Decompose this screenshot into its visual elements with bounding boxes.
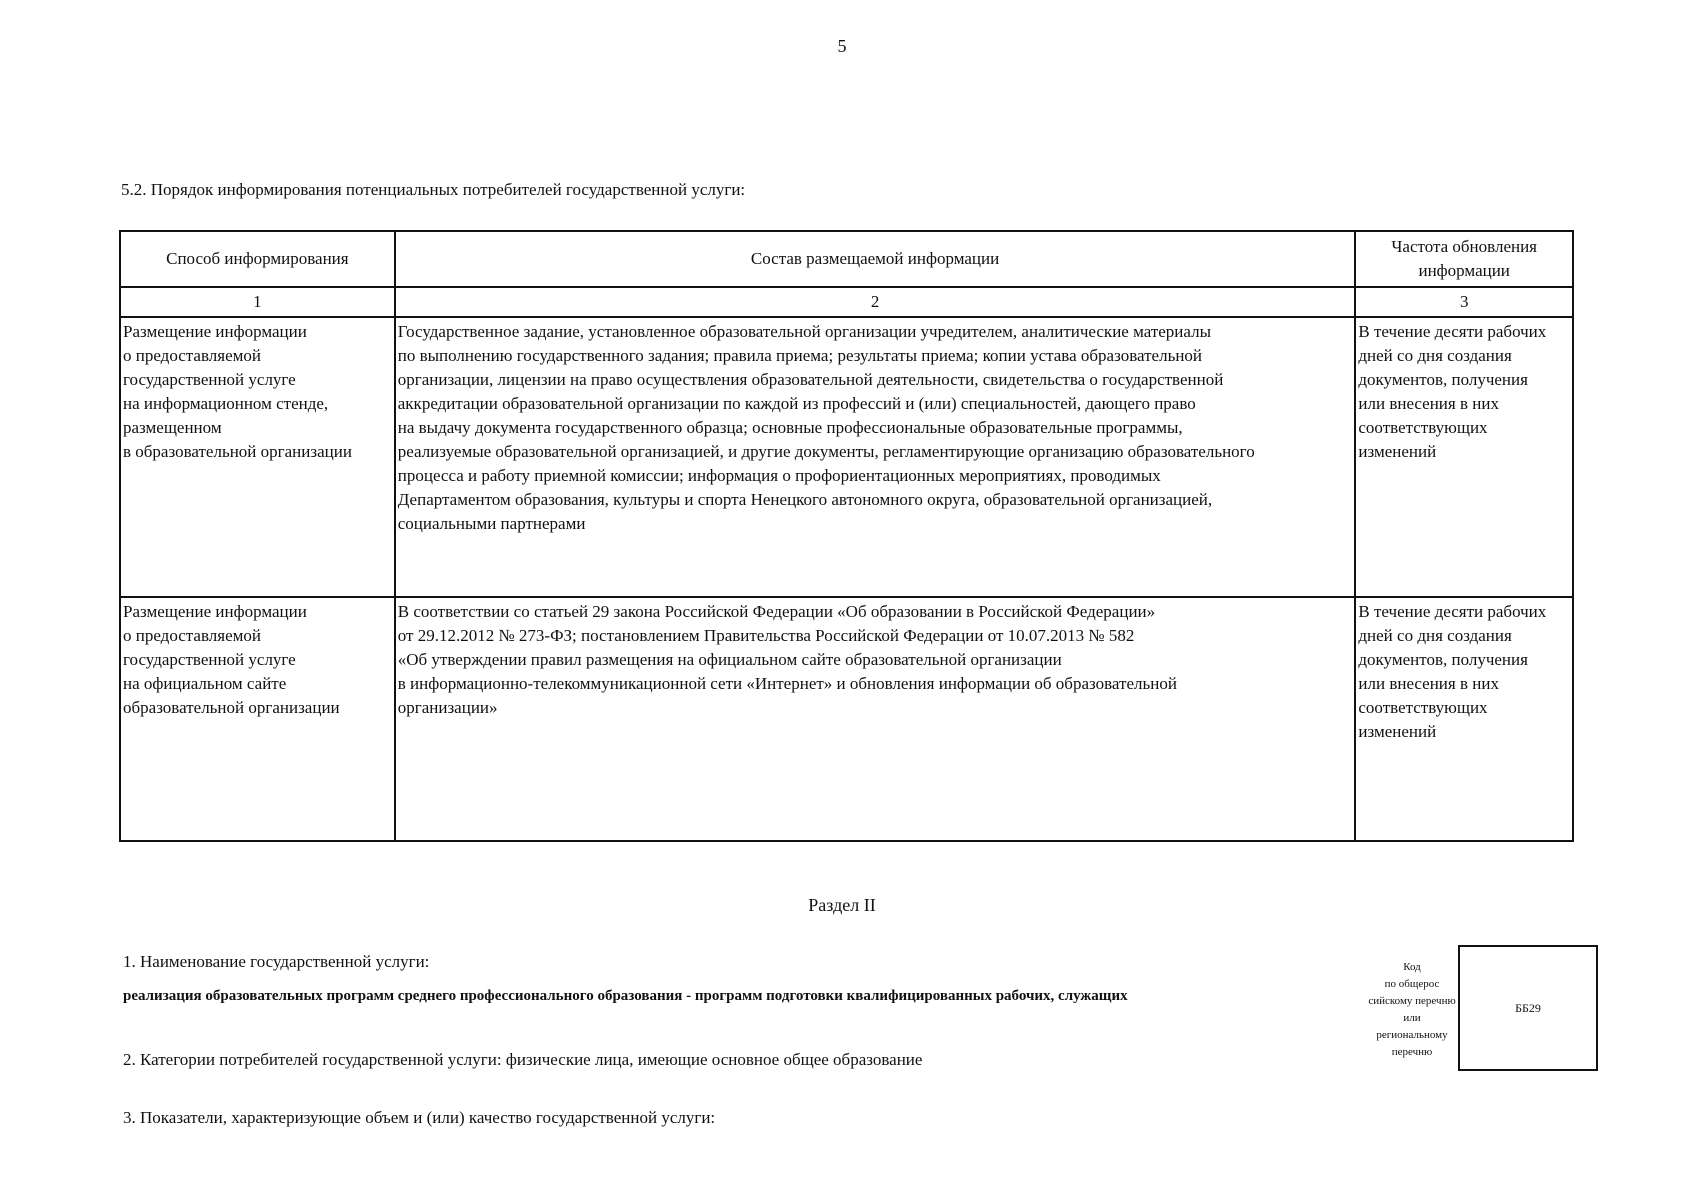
text-line: процесса и работу приемной комиссии; информация о профориентационных мероприятиях, проводимых — [397, 466, 1161, 485]
text-line: или внесения в них — [1358, 674, 1499, 693]
text-line: соответствующих — [1358, 698, 1488, 717]
table-row — [120, 597, 1573, 841]
column-number-row — [120, 287, 1573, 317]
text-line: В соответствии со статьей 29 закона Российской Федерации «Об образовании в Российской Федерации» — [397, 602, 1156, 621]
text-line: по общерос — [1384, 978, 1440, 990]
item-2-label: 2. Категории потребителей государственной услуги: физические лица, имеющие основное общее образование — [123, 1050, 923, 1069]
method-cell — [120, 317, 395, 597]
column-number: 3 — [1355, 287, 1573, 317]
column-number: 1 — [120, 287, 395, 317]
text-line: размещенном — [123, 418, 222, 437]
text-line: документов, получения — [1358, 650, 1528, 669]
header-method: Способ информирования — [120, 231, 395, 287]
text-line: образовательной организации — [123, 698, 340, 717]
text-line: документов, получения — [1358, 370, 1528, 389]
text-line: о предоставляемой — [123, 626, 261, 645]
header-content: Состав размещаемой информации — [395, 231, 1356, 287]
text-line: соответствующих — [1358, 418, 1488, 437]
page-number: 5 — [837, 36, 847, 56]
item-1-label: 1. Наименование государственной услуги: — [123, 952, 430, 971]
text-line: Размещение информации — [123, 322, 307, 341]
text-line: на информационном стенде, — [123, 394, 329, 413]
text-line: или внесения в них — [1358, 394, 1499, 413]
text-line: государственной услуге — [123, 370, 296, 389]
text-line: В течение десяти рабочих — [1358, 322, 1547, 341]
text-line: Департаментом образования, культуры и спорта Ненецкого автономного округа, образовательной организацией, — [397, 490, 1213, 509]
text-line: В течение десяти рабочих — [1358, 602, 1547, 621]
text-line: в информационно-телекоммуникационной сети «Интернет» и обновления информации об образовательной — [397, 674, 1177, 693]
text-line: социальными партнерами — [397, 514, 586, 533]
item-3-label: 3. Показатели, характеризующие объем и (или) качество государственной услуги: — [123, 1108, 716, 1127]
table-row — [120, 317, 1573, 597]
content-cell — [395, 317, 1356, 597]
text-line: изменений — [1358, 722, 1437, 741]
text-line: Государственное задание, установленное образовательной организации учредителем, аналитические материалы — [397, 322, 1212, 341]
text-line: по выполнению государственного задания; правила приема; результаты приема; копии устава образовательной — [397, 346, 1203, 365]
method-cell — [120, 597, 395, 841]
text-line: реализуемые образовательной организацией, и другие документы, регламентирующие организацию образовательного — [397, 442, 1255, 461]
text-line: в образовательной организации — [123, 442, 352, 461]
text-line: организации, лицензии на право осуществления образовательной деятельности, свидетельства о государственной — [397, 370, 1224, 389]
text-line: от 29.12.2012 № 273-ФЗ; постановлением Правительства Российской Федерации от 10.07.2013 № 582 — [397, 626, 1135, 645]
frequency-cell — [1355, 317, 1573, 597]
section-heading: 5.2. Порядок информирования потенциальных потребителей государственной услуги: — [121, 180, 746, 199]
text-line: о предоставляемой — [123, 346, 261, 365]
frequency-cell — [1355, 597, 1573, 841]
text-line: перечню — [1391, 1046, 1433, 1058]
text-line: дней со дня создания — [1358, 346, 1512, 365]
table-header-row — [120, 231, 1573, 287]
text-line: «Об утверждении правил размещения на официальном сайте образовательной организации — [397, 650, 1062, 669]
code-value: ББ29 — [1515, 1000, 1541, 1015]
text-line: на выдачу документа государственного образца; основные профессиональные образовательные программы, — [397, 418, 1183, 437]
text-line: государственной услуге — [123, 650, 296, 669]
text-line: региональному — [1376, 1029, 1448, 1041]
text-line: организации» — [397, 698, 498, 717]
text-line: изменений — [1358, 442, 1437, 461]
text-line: аккредитации образовательной организации по каждой из профессий и (или) специальностей, дающего право — [397, 394, 1196, 413]
text-line: сийскому перечню — [1368, 995, 1456, 1007]
information-table — [119, 230, 1574, 842]
text-line: дней со дня создания — [1358, 626, 1512, 645]
text-line: или — [1403, 1012, 1421, 1024]
text-line: на официальном сайте — [123, 674, 287, 693]
service-name: реализация образовательных программ среднего профессионального образования - программ подготовки квалифицированных рабочих, служащих — [123, 988, 1128, 1004]
code-box — [1458, 945, 1598, 1071]
header-frequency: Частота обновления информации — [1355, 231, 1573, 287]
content-cell — [395, 597, 1356, 841]
section-title: Раздел II — [808, 895, 876, 915]
text-line: Размещение информации — [123, 602, 307, 621]
column-number: 2 — [395, 287, 1356, 317]
text-line: Код — [1403, 961, 1421, 973]
